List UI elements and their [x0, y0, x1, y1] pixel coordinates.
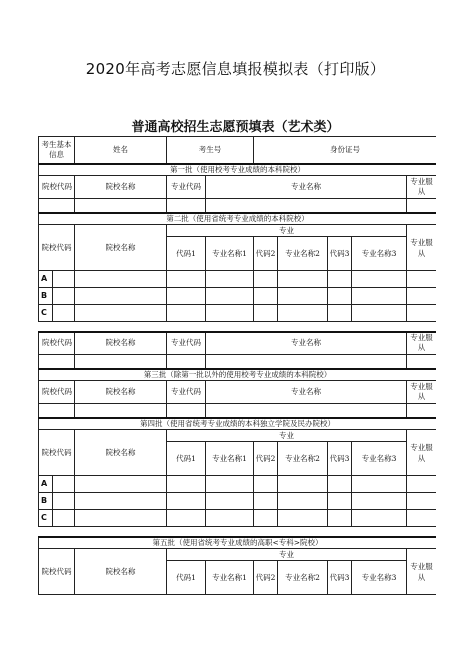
code3-header: 代码3 [328, 561, 352, 595]
code1-header: 代码1 [167, 561, 206, 595]
cell-input[interactable] [407, 476, 437, 493]
adjust-input[interactable] [407, 355, 437, 369]
row-label-b: B [39, 288, 53, 305]
school-code-header: 院校代码 [39, 381, 75, 404]
spacer [39, 527, 437, 537]
cell-input[interactable] [75, 493, 167, 510]
major-code-header: 专业代码 [167, 176, 206, 199]
batch2-header: 第二批（使用省统考专业成绩的本科院校） [39, 213, 437, 225]
school-code-header: 院校代码 [39, 332, 75, 355]
code2-header: 代码2 [254, 237, 278, 271]
row-label-a: A [39, 271, 53, 288]
cell-input[interactable] [167, 271, 206, 288]
name1-header: 专业名称1 [206, 561, 254, 595]
major-name-header: 专业名称 [206, 332, 407, 355]
school-name-header: 院校名称 [75, 381, 167, 404]
cell-input[interactable] [328, 288, 352, 305]
cell-input[interactable] [278, 305, 328, 322]
major-group-header: 专业 [167, 225, 407, 237]
major-code-header: 专业代码 [167, 381, 206, 404]
adjust-header: 专业服从 [407, 176, 437, 199]
adjust-input[interactable] [407, 404, 437, 418]
cell-input[interactable] [352, 493, 407, 510]
batch3-header: 第三批（除第一批以外的使用校考专业成绩的本科院校） [39, 369, 437, 381]
row-label-a: A [39, 476, 53, 493]
school-name-header: 院校名称 [75, 332, 167, 355]
school-code-header: 院校代码 [39, 176, 75, 199]
name2-header: 专业名称2 [278, 442, 328, 476]
school-name-header: 院校名称 [75, 176, 167, 199]
application-form [38, 136, 436, 667]
adjust-header: 专业服从 [407, 430, 437, 476]
code1-header: 代码1 [167, 237, 206, 271]
cell-input[interactable] [254, 493, 278, 510]
cell-input[interactable] [75, 271, 167, 288]
code3-header: 代码3 [328, 442, 352, 476]
cell-input[interactable] [254, 476, 278, 493]
cell-input[interactable] [206, 271, 254, 288]
school-name-header: 院校名称 [75, 549, 167, 595]
school-code-header: 院校代码 [39, 549, 75, 595]
adjust-input[interactable] [407, 199, 437, 213]
cell-input[interactable] [53, 510, 75, 527]
code2-header: 代码2 [254, 561, 278, 595]
major-name-header: 专业名称 [206, 381, 407, 404]
code3-header: 代码3 [328, 237, 352, 271]
page-title: 2020年高考志愿信息填报模拟表（打印版） [85, 60, 386, 78]
spacer [39, 322, 437, 332]
major-group-header: 专业 [167, 549, 407, 561]
cell-input[interactable] [206, 305, 254, 322]
school-name-header: 院校名称 [75, 430, 167, 476]
major-group-header: 专业 [167, 430, 407, 442]
major-name-input[interactable] [206, 199, 407, 213]
cell-input[interactable] [352, 271, 407, 288]
name-label: 姓名 [75, 137, 167, 164]
cell-input[interactable] [167, 476, 206, 493]
name2-header: 专业名称2 [278, 237, 328, 271]
cell-input[interactable] [53, 493, 75, 510]
exam-no-label: 考生号 [167, 137, 254, 164]
cell-input[interactable] [167, 288, 206, 305]
name3-header: 专业名称3 [352, 237, 407, 271]
cell-input[interactable] [53, 271, 75, 288]
school-code-header: 院校代码 [39, 225, 75, 271]
major-name-input[interactable] [206, 355, 407, 369]
code1-header: 代码1 [167, 442, 206, 476]
school-code-header: 院校代码 [39, 430, 75, 476]
cell-input[interactable] [407, 305, 437, 322]
row-label-c: C [39, 510, 53, 527]
cell-input[interactable] [53, 305, 75, 322]
batch4-header: 第四批（使用省统考专业成绩的本科独立学院及民办院校） [39, 418, 437, 430]
cell-input[interactable] [75, 288, 167, 305]
id-no-label: 身份证号 [254, 137, 437, 164]
name2-header: 专业名称2 [278, 561, 328, 595]
adjust-header: 专业服从 [407, 225, 437, 271]
school-name-input[interactable] [75, 404, 167, 418]
row-label-b: B [39, 493, 53, 510]
cell-input[interactable] [328, 493, 352, 510]
name3-header: 专业名称3 [352, 561, 407, 595]
school-name-header: 院校名称 [75, 225, 167, 271]
major-code-input[interactable] [167, 355, 206, 369]
major-code-input[interactable] [167, 199, 206, 213]
school-code-input[interactable] [39, 355, 75, 369]
cell-input[interactable] [206, 493, 254, 510]
form-subtitle: 普通高校招生志愿预填表（艺术类） [131, 120, 340, 135]
cell-input[interactable] [167, 510, 206, 527]
cell-input[interactable] [328, 305, 352, 322]
cell-input[interactable] [206, 288, 254, 305]
cell-input[interactable] [75, 510, 167, 527]
major-code-header: 专业代码 [167, 332, 206, 355]
major-code-input[interactable] [167, 404, 206, 418]
cell-input[interactable] [75, 305, 167, 322]
batch1-header: 第一批（使用校考专业成绩的本科院校） [39, 164, 437, 176]
name3-header: 专业名称3 [352, 442, 407, 476]
major-name-input[interactable] [206, 404, 407, 418]
cell-input[interactable] [407, 271, 437, 288]
cell-input[interactable] [167, 493, 206, 510]
school-name-input[interactable] [75, 199, 167, 213]
cell-input[interactable] [352, 305, 407, 322]
name1-header: 专业名称1 [206, 442, 254, 476]
cell-input[interactable] [206, 510, 254, 527]
cell-input[interactable] [352, 288, 407, 305]
cell-input[interactable] [254, 271, 278, 288]
cell-input[interactable] [352, 476, 407, 493]
cell-input[interactable] [278, 271, 328, 288]
cell-input[interactable] [53, 288, 75, 305]
cell-input[interactable] [407, 510, 437, 527]
cell-input[interactable] [254, 510, 278, 527]
cell-input[interactable] [328, 476, 352, 493]
school-code-input[interactable] [39, 404, 75, 418]
cell-input[interactable] [407, 288, 437, 305]
code2-header: 代码2 [254, 442, 278, 476]
cell-input[interactable] [328, 510, 352, 527]
cell-input[interactable] [278, 288, 328, 305]
info-label: 考生基本信息 [39, 137, 75, 164]
cell-input[interactable] [206, 476, 254, 493]
cell-input[interactable] [254, 305, 278, 322]
cell-input[interactable] [278, 476, 328, 493]
cell-input[interactable] [75, 476, 167, 493]
school-name-input[interactable] [75, 355, 167, 369]
batch5-header: 第五批（使用省统考专业成绩的高职<专科>院校） [39, 537, 437, 549]
cell-input[interactable] [328, 271, 352, 288]
row-label-c: C [39, 305, 53, 322]
school-code-input[interactable] [39, 199, 75, 213]
cell-input[interactable] [278, 510, 328, 527]
cell-input[interactable] [167, 305, 206, 322]
cell-input[interactable] [278, 493, 328, 510]
major-name-header: 专业名称 [206, 176, 407, 199]
cell-input[interactable] [407, 493, 437, 510]
adjust-header: 专业服从 [407, 381, 437, 404]
adjust-header: 专业服从 [407, 549, 437, 595]
name1-header: 专业名称1 [206, 237, 254, 271]
cell-input[interactable] [254, 288, 278, 305]
adjust-header: 专业服从 [407, 332, 437, 355]
cell-input[interactable] [352, 510, 407, 527]
cell-input[interactable] [53, 476, 75, 493]
